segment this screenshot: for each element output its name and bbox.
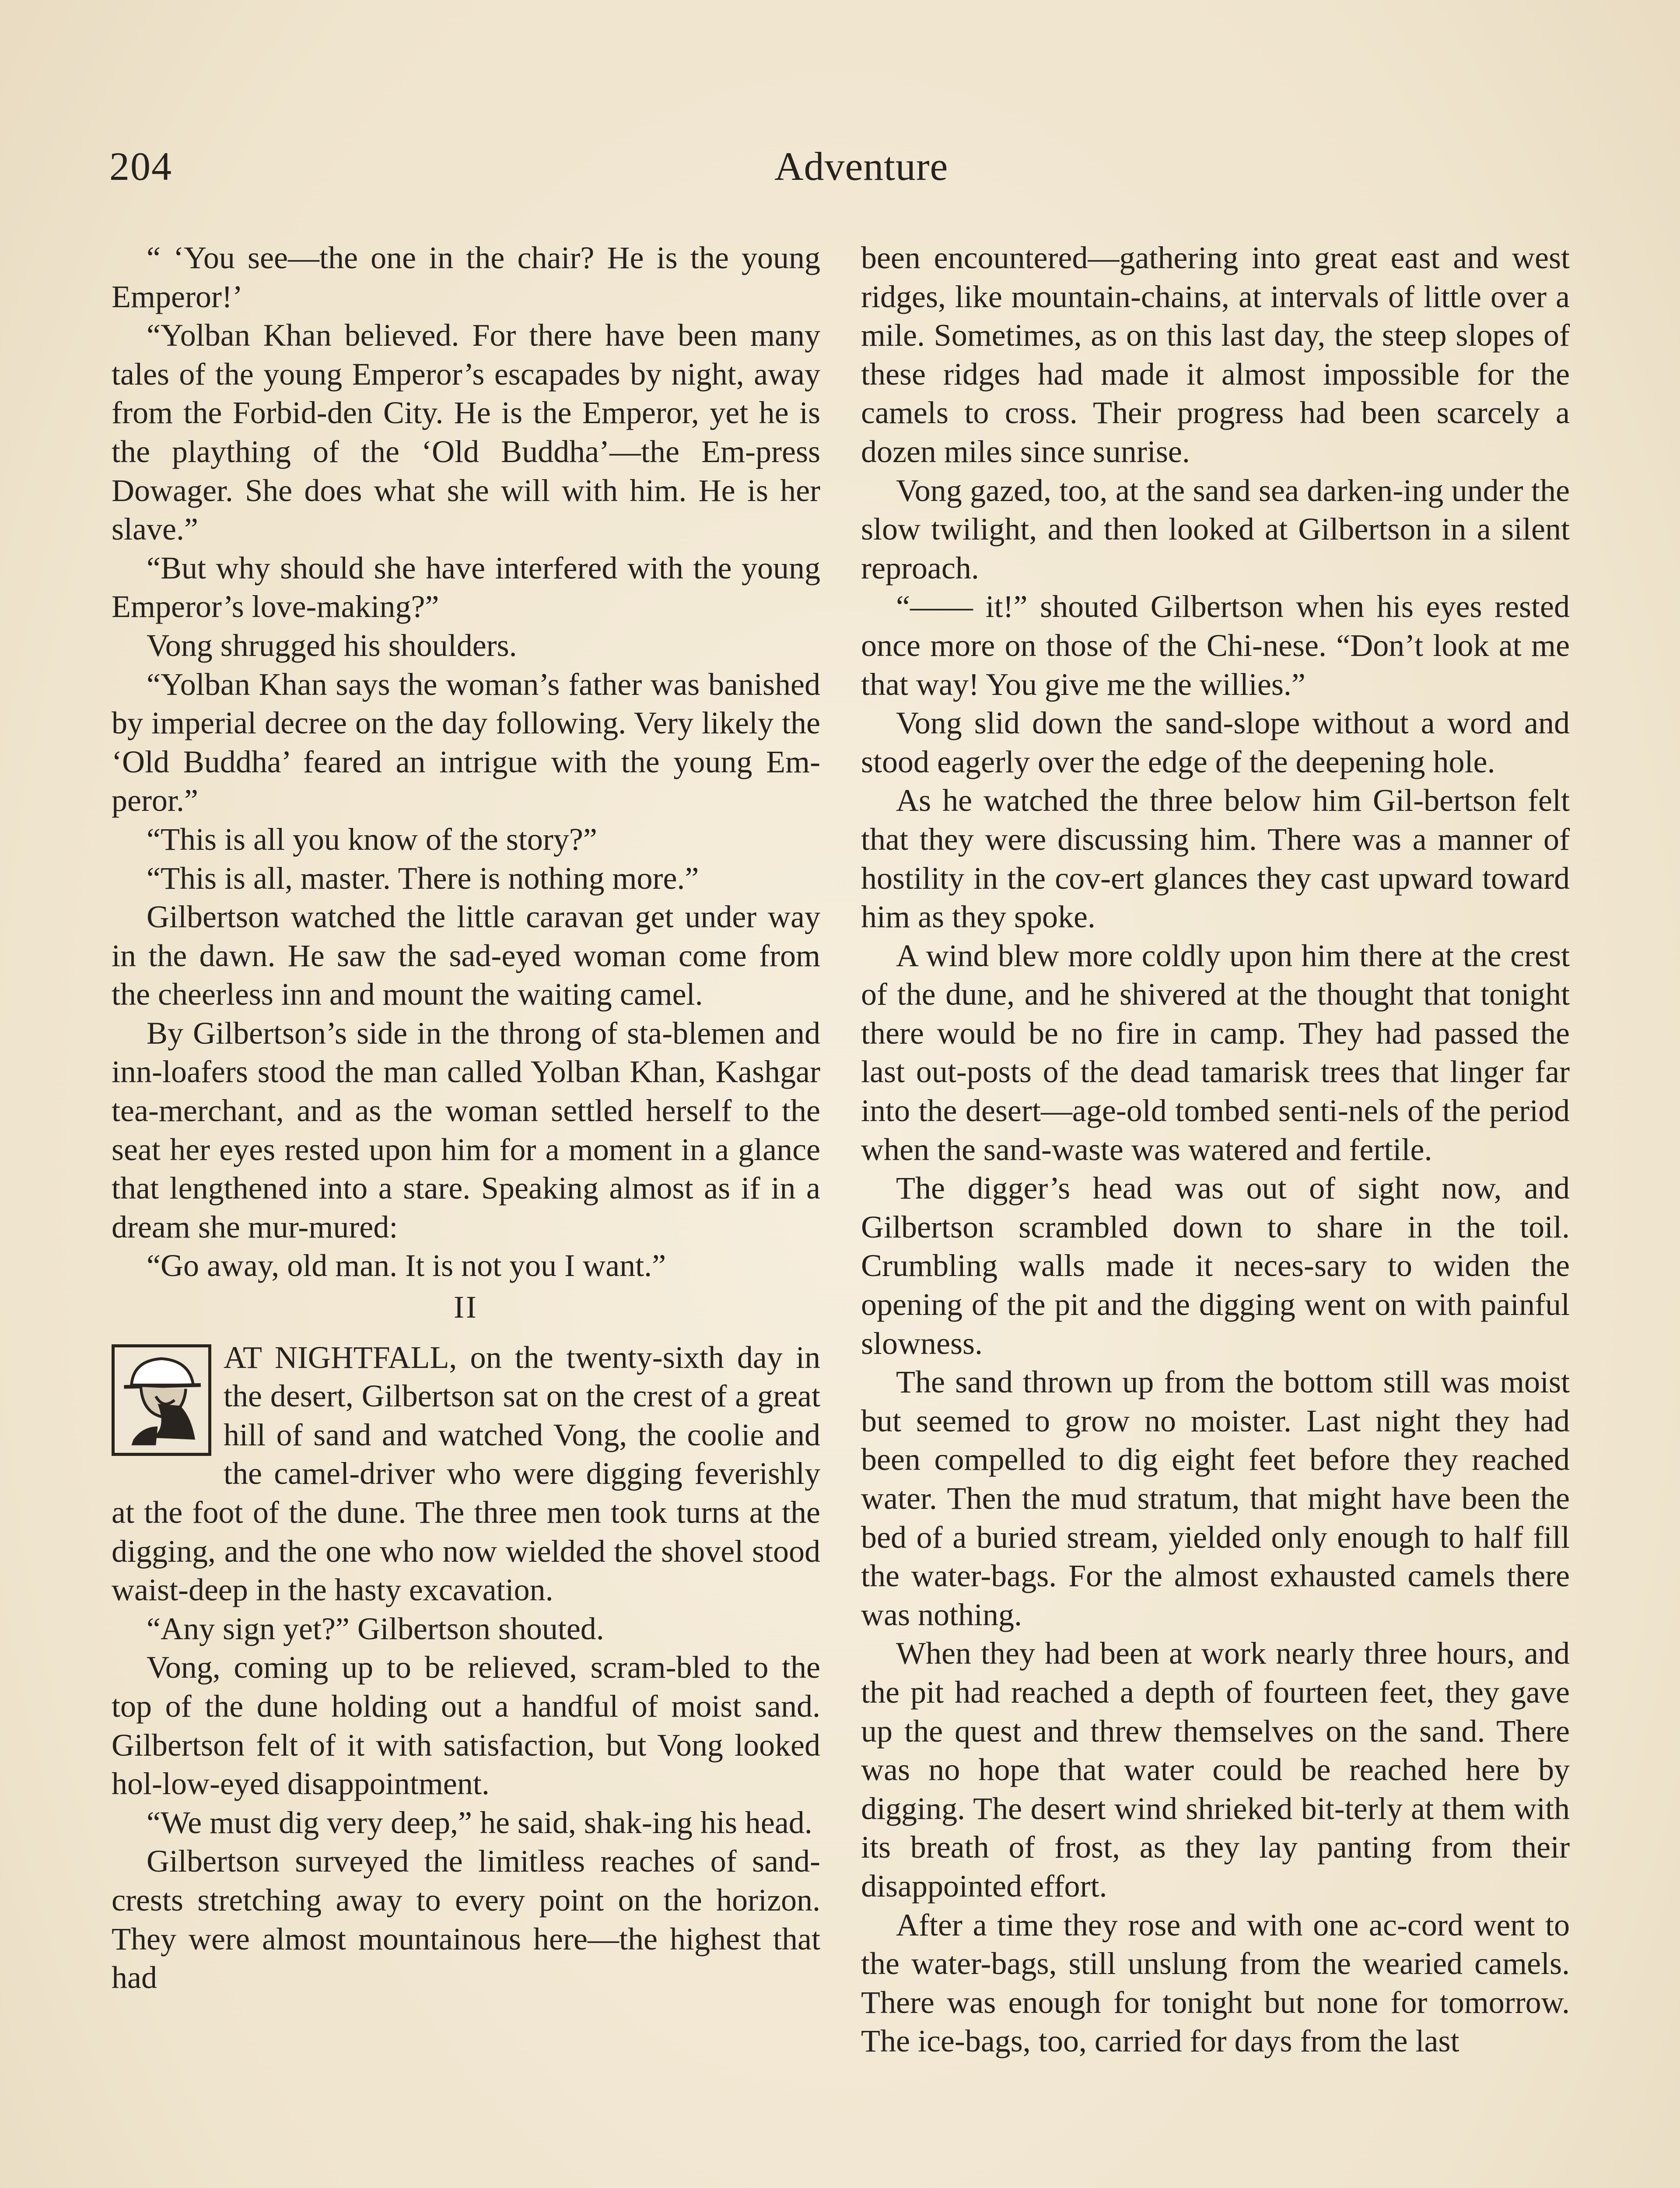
left-column xyxy=(112,238,820,1997)
paragraph: “Yolban Khan says the woman’s father was banished by imperial decree on the day following. Very likely the ‘Old Buddha’ feared an intrigue with the young Em-peror.” xyxy=(112,666,820,818)
paragraph: AT NIGHTFALL, on the twenty-sixth day in the desert, Gilbertson sat on the crest of a great hill of sand and watched Vong, the coolie and the camel-driver who were digging feverishly at the foot of the dune. The three men took turns at the digging, and the one who now wielded the shovel stood waist-deep in the hasty excavation. xyxy=(112,1339,820,1608)
paragraph: The digger’s head was out of sight now, and Gilbertson scrambled down to share in the toil. Crumbling walls made it neces-sary to widen the opening of the pit and the digging went on with painful slowness. xyxy=(861,1171,1570,1361)
paragraph: “Any sign yet?” Gilbertson shouted. xyxy=(147,1611,604,1646)
paragraph: As he watched the three below him Gil-bertson felt that they were discussing him. There was a manner of hostility in the cov-ert glances they cast upward toward him as they spoke. xyxy=(861,783,1570,935)
paragraph: “This is all, master. There is nothing more.” xyxy=(147,860,699,896)
page-header xyxy=(109,140,1571,201)
page-number: 204 xyxy=(109,144,172,189)
paragraph: Vong gazed, too, at the sand sea darken-ing under the slow twilight, and then looked at Gilbertson in a silent reproach. xyxy=(861,473,1570,586)
paragraph: been encountered—gathering into great east and west ridges, like mountain-chains, at intervals of little over a mile. Sometimes, as on this last day, the steep slopes of these ridges had made it almost impossible for the camels to cross. Their progress had been scarcely a dozen miles since sunrise. xyxy=(861,240,1570,469)
running-title: Adventure xyxy=(774,144,948,189)
paragraph: “ ‘You see—the one in the chair? He is the young Emperor!’ xyxy=(112,240,820,314)
paragraph: “We must dig very deep,” he said, shak-ing his head. xyxy=(147,1805,812,1840)
paragraph: Gilbertson watched the little caravan get under way in the dawn. He saw the sad-eyed woman come from the cheerless inn and mount the waiting camel. xyxy=(112,899,820,1012)
paragraph: By Gilbertson’s side in the throng of sta-blemen and inn-loafers stood the man called Yolban Khan, Kashgar tea-merchant, and as the woman settled herself to the seat her eyes rested upon him for a moment in a glance that lengthened into a stare. Speaking almost as if in a dream she mur-mured: xyxy=(112,1015,820,1245)
paragraph: The sand thrown up from the bottom still was moist but seemed to grow no moister. Last night they had been compelled to dig eight feet before they reached water. Then the mud stratum, that might have been the bed of a buried stream, yielded only enough to half fill the water-bags. For the almost exhausted camels there was nothing. xyxy=(861,1364,1570,1632)
paragraph: A wind blew more coldly upon him there at the crest of the dune, and he shivered at the thought that tonight there would be no fire in camp. They had passed the last out-posts of the dead tamarisk trees that linger far into the desert—age-old tombed senti-nels of the period when the sand-waste was watered and fertile. xyxy=(861,938,1570,1167)
right-column xyxy=(861,238,1570,2061)
paragraph: “Go away, old man. It is not you I want.” xyxy=(147,1248,666,1283)
paragraph: After a time they rose and with one ac-cord went to the water-bags, still unslung from the wearied camels. There was enough for tonight but none for tomorrow. The ice-bags, too, carried for days from the last xyxy=(861,1907,1570,2059)
paragraph: “Yolban Khan believed. For there have been many tales of the young Emperor’s escapades by night, away from the Forbid-den City. He is the Emperor, yet he is the plaything of the ‘Old Buddha’—the Em-press Dowager. She does what she will with him. He is her slave.” xyxy=(112,318,820,547)
paragraph: “—— it!” shouted Gilbertson when his eyes rested once more on those of the Chi-nese. “Don’t look at me that way! You give me the willies.” xyxy=(861,589,1570,702)
paragraph: Gilbertson surveyed the limitless reaches of sand-crests stretching away to every point on the horizon. They were almost mountainous here—the highest that had xyxy=(112,1844,820,1995)
paragraph: “This is all you know of the story?” xyxy=(147,821,597,857)
paragraph: Vong, coming up to be relieved, scram-bled to the top of the dune holding out a handful of moist sand. Gilbertson felt of it with satisfaction, but Vong looked hol-low-eyed disappointment. xyxy=(112,1650,820,1802)
paragraph: When they had been at work nearly three hours, and the pit had reached a depth of fourteen feet, they gave up the quest and threw themselves on the sand. There was no hope that water could be reached here by digging. The desert wind shrieked bit-terly at them with its breath of frost, as they lay panting from their disappointed effort. xyxy=(861,1636,1570,1904)
section-heading: II xyxy=(454,1290,478,1325)
paragraph: “But why should she have interfered with the young Emperor’s love-making?” xyxy=(112,550,820,624)
paragraph: Vong shrugged his shoulders. xyxy=(147,628,517,663)
illustrated-initial-icon xyxy=(112,1344,211,1456)
paragraph: Vong slid down the sand-slope without a word and stood eagerly over the edge of the deepening hole. xyxy=(861,705,1570,779)
